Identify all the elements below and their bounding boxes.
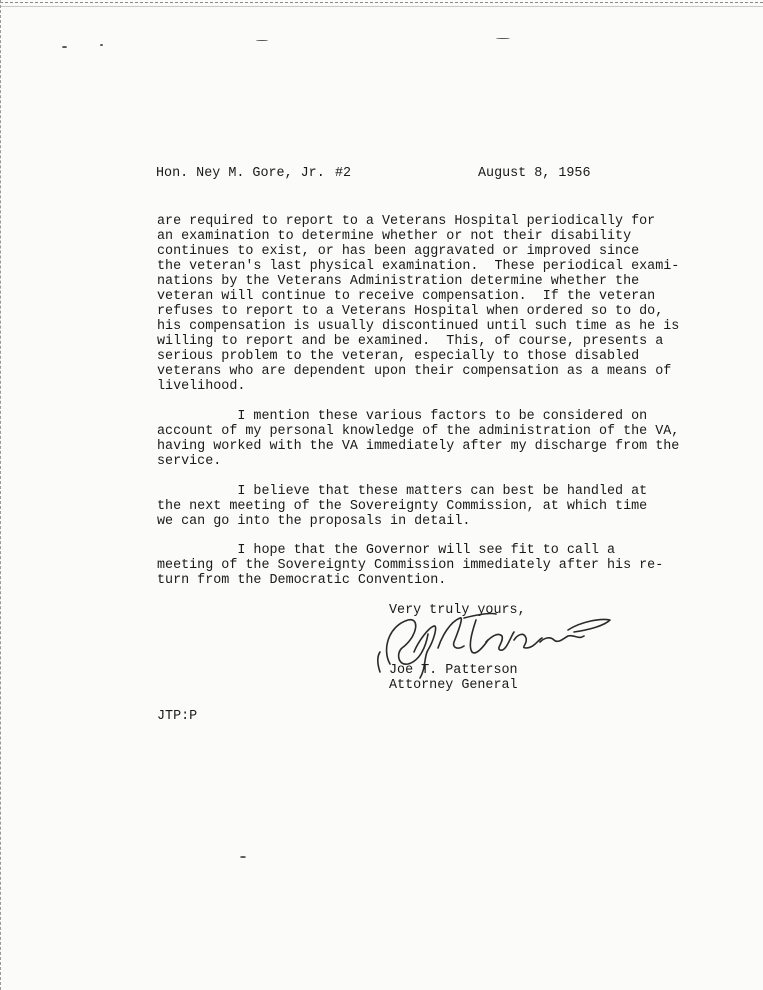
scan-speck bbox=[62, 46, 67, 48]
page-top-edge bbox=[0, 2, 763, 3]
text-line: nations by the Veterans Administration determine whether the bbox=[157, 274, 640, 289]
text-line: I hope that the Governor will see fit to call a bbox=[157, 543, 616, 558]
text-line: continues to exist, or has been aggravated or improved since bbox=[157, 244, 640, 259]
scan-speck bbox=[496, 38, 510, 39]
closing-line: Very truly yours, bbox=[389, 603, 526, 618]
text-line: we can go into the proposals in detail. bbox=[157, 514, 471, 529]
text-line: veteran will continue to receive compensation. If the veteran bbox=[157, 289, 656, 304]
page-number: #2 bbox=[335, 166, 352, 181]
page-left-edge bbox=[0, 0, 1, 990]
text-line: refuses to report to a Veterans Hospital when ordered so to do, bbox=[157, 304, 664, 319]
text-line: having worked with the VA immediately after my discharge from the bbox=[157, 439, 680, 454]
text-line: veterans who are dependent upon their compensation as a means of bbox=[157, 364, 672, 379]
addressee-line: Hon. Ney M. Gore, Jr. bbox=[156, 166, 325, 181]
text-line: serious problem to the veteran, especially to those disabled bbox=[157, 349, 640, 364]
text-line: service. bbox=[157, 454, 222, 469]
page-top-rule bbox=[0, 6, 763, 7]
signer-name: Joe T. Patterson bbox=[389, 663, 518, 678]
text-line: an examination to determine whether or not their disability bbox=[157, 229, 632, 244]
text-line: are required to report to a Veterans Hospital periodically for bbox=[157, 214, 656, 229]
text-line: the veteran's last physical examination. These periodical exami- bbox=[157, 259, 680, 274]
text-line: I believe that these matters can best be handled at bbox=[157, 484, 648, 499]
reference-initials: JTP:P bbox=[157, 709, 198, 724]
scan-speck bbox=[256, 40, 268, 41]
text-line: turn from the Democratic Convention. bbox=[157, 573, 447, 588]
text-line: account of my personal knowledge of the administration of the VA, bbox=[157, 424, 680, 439]
letter-date: August 8, 1956 bbox=[478, 166, 591, 181]
text-line: his compensation is usually discontinued until such time as he is bbox=[157, 319, 680, 334]
text-line: the next meeting of the Sovereignty Commission, at which time bbox=[157, 499, 648, 514]
signer-title: Attorney General bbox=[389, 678, 518, 693]
text-line: meeting of the Sovereignty Commission immediately after his re- bbox=[157, 558, 664, 573]
scan-speck bbox=[240, 856, 246, 858]
text-line: I mention these various factors to be considered on bbox=[157, 409, 648, 424]
text-line: livelihood. bbox=[157, 379, 246, 394]
text-line: willing to report and be examined. This, of course, presents a bbox=[157, 334, 664, 349]
scan-speck bbox=[100, 44, 103, 46]
